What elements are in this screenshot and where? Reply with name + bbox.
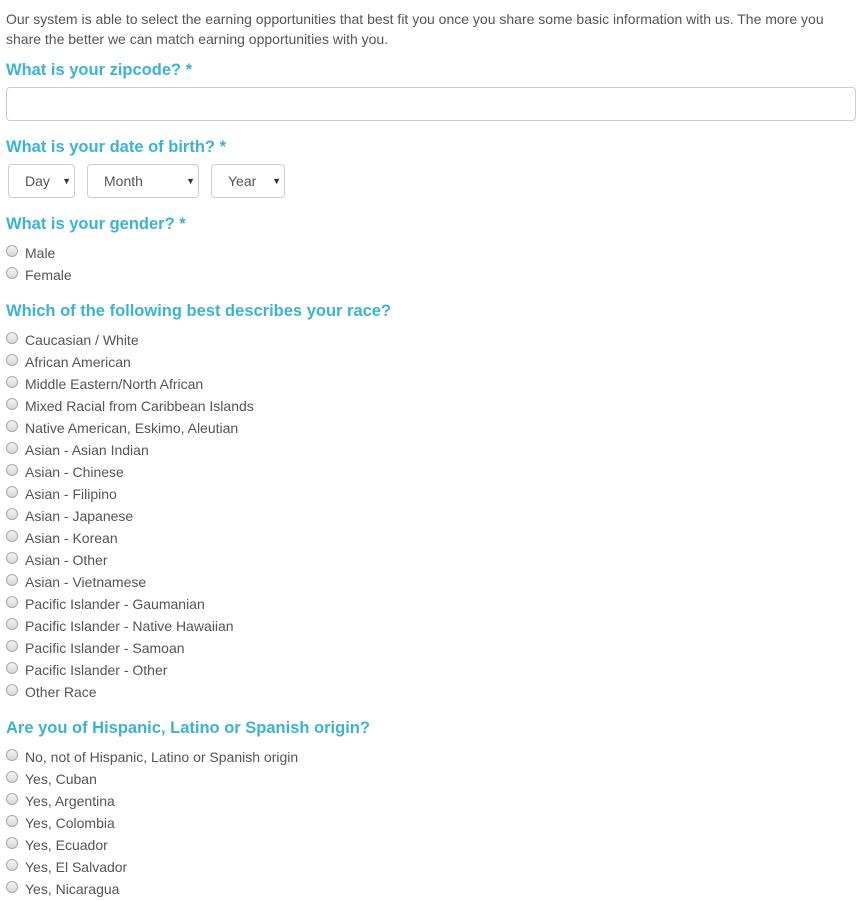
radio-button[interactable] [6, 552, 18, 564]
radio-button[interactable] [6, 749, 18, 761]
day-select[interactable] [8, 164, 75, 198]
radio-button[interactable] [6, 398, 18, 410]
gender-option[interactable]: Male [6, 243, 846, 265]
hispanic-options [6, 747, 846, 901]
radio-button[interactable] [6, 640, 18, 652]
dob-question: What is your date of birth? * [6, 138, 227, 156]
race-option[interactable]: Asian - Chinese [6, 462, 846, 484]
hispanic-option[interactable]: Yes, Argentina [6, 791, 846, 813]
month-select[interactable] [87, 164, 199, 198]
month-select-label: Month [104, 173, 143, 189]
radio-button[interactable] [6, 618, 18, 630]
chevron-down-icon: ▼ [186, 176, 195, 186]
gender-option[interactable]: Female [6, 265, 846, 287]
radio-button[interactable] [6, 354, 18, 366]
race-option[interactable]: Pacific Islander - Other [6, 660, 846, 682]
radio-button[interactable] [6, 245, 18, 257]
radio-button[interactable] [6, 420, 18, 432]
hispanic-option[interactable]: Yes, Nicaragua [6, 879, 846, 901]
race-option[interactable]: Native American, Eskimo, Aleutian [6, 418, 846, 440]
radio-button[interactable] [6, 662, 18, 674]
race-option[interactable]: Asian - Vietnamese [6, 572, 846, 594]
race-option[interactable]: Asian - Filipino [6, 484, 846, 506]
radio-button[interactable] [6, 881, 18, 893]
race-option[interactable]: Caucasian / White [6, 330, 846, 352]
hispanic-option[interactable]: Yes, Cuban [6, 769, 846, 791]
gender-question: What is your gender? * [6, 215, 186, 233]
race-option[interactable]: Asian - Korean [6, 528, 846, 550]
radio-button[interactable] [6, 267, 18, 279]
radio-button[interactable] [6, 815, 18, 827]
radio-button[interactable] [6, 442, 18, 454]
race-option[interactable]: Pacific Islander - Native Hawaiian [6, 616, 846, 638]
zipcode-question: What is your zipcode? * [6, 61, 193, 79]
race-question: Which of the following best describes your race? [6, 302, 392, 320]
radio-button[interactable] [6, 771, 18, 783]
radio-button[interactable] [6, 793, 18, 805]
race-option[interactable]: Asian - Other [6, 550, 846, 572]
radio-button[interactable] [6, 596, 18, 608]
radio-button[interactable] [6, 684, 18, 696]
year-select-label: Year [228, 173, 257, 189]
radio-button[interactable] [6, 530, 18, 542]
race-option[interactable]: African American [6, 352, 846, 374]
race-option[interactable]: Middle Eastern/North African [6, 374, 846, 396]
radio-button[interactable] [6, 376, 18, 388]
race-option[interactable]: Pacific Islander - Samoan [6, 638, 846, 660]
race-option[interactable]: Mixed Racial from Caribbean Islands [6, 396, 846, 418]
race-option[interactable]: Asian - Japanese [6, 506, 846, 528]
race-option[interactable]: Other Race [6, 682, 846, 704]
chevron-down-icon: ▼ [62, 176, 71, 186]
radio-button[interactable] [6, 837, 18, 849]
day-select-label: Day [25, 173, 50, 189]
hispanic-option[interactable]: Yes, El Salvador [6, 857, 846, 879]
hispanic-question: Are you of Hispanic, Latino or Spanish origin? [6, 719, 370, 737]
hispanic-option[interactable]: No, not of Hispanic, Latino or Spanish origin [6, 747, 846, 769]
intro-text: Our system is able to select the earning opportunities that best fit you once you share some basic information with us. The more you share the better we can match earning opportunities with you. [6, 11, 824, 47]
radio-button[interactable] [6, 486, 18, 498]
radio-button[interactable] [6, 508, 18, 520]
race-options [6, 330, 846, 704]
radio-button[interactable] [6, 332, 18, 344]
radio-button[interactable] [6, 464, 18, 476]
radio-button[interactable] [6, 859, 18, 871]
radio-button[interactable] [6, 574, 18, 586]
race-option[interactable]: Pacific Islander - Gaumanian [6, 594, 846, 616]
hispanic-option[interactable]: Yes, Ecuador [6, 835, 846, 857]
zipcode-input[interactable] [6, 87, 856, 121]
year-select[interactable] [211, 164, 285, 198]
chevron-down-icon: ▼ [272, 176, 281, 186]
race-option[interactable]: Asian - Asian Indian [6, 440, 846, 462]
gender-options [6, 243, 846, 287]
hispanic-option[interactable]: Yes, Colombia [6, 813, 846, 835]
